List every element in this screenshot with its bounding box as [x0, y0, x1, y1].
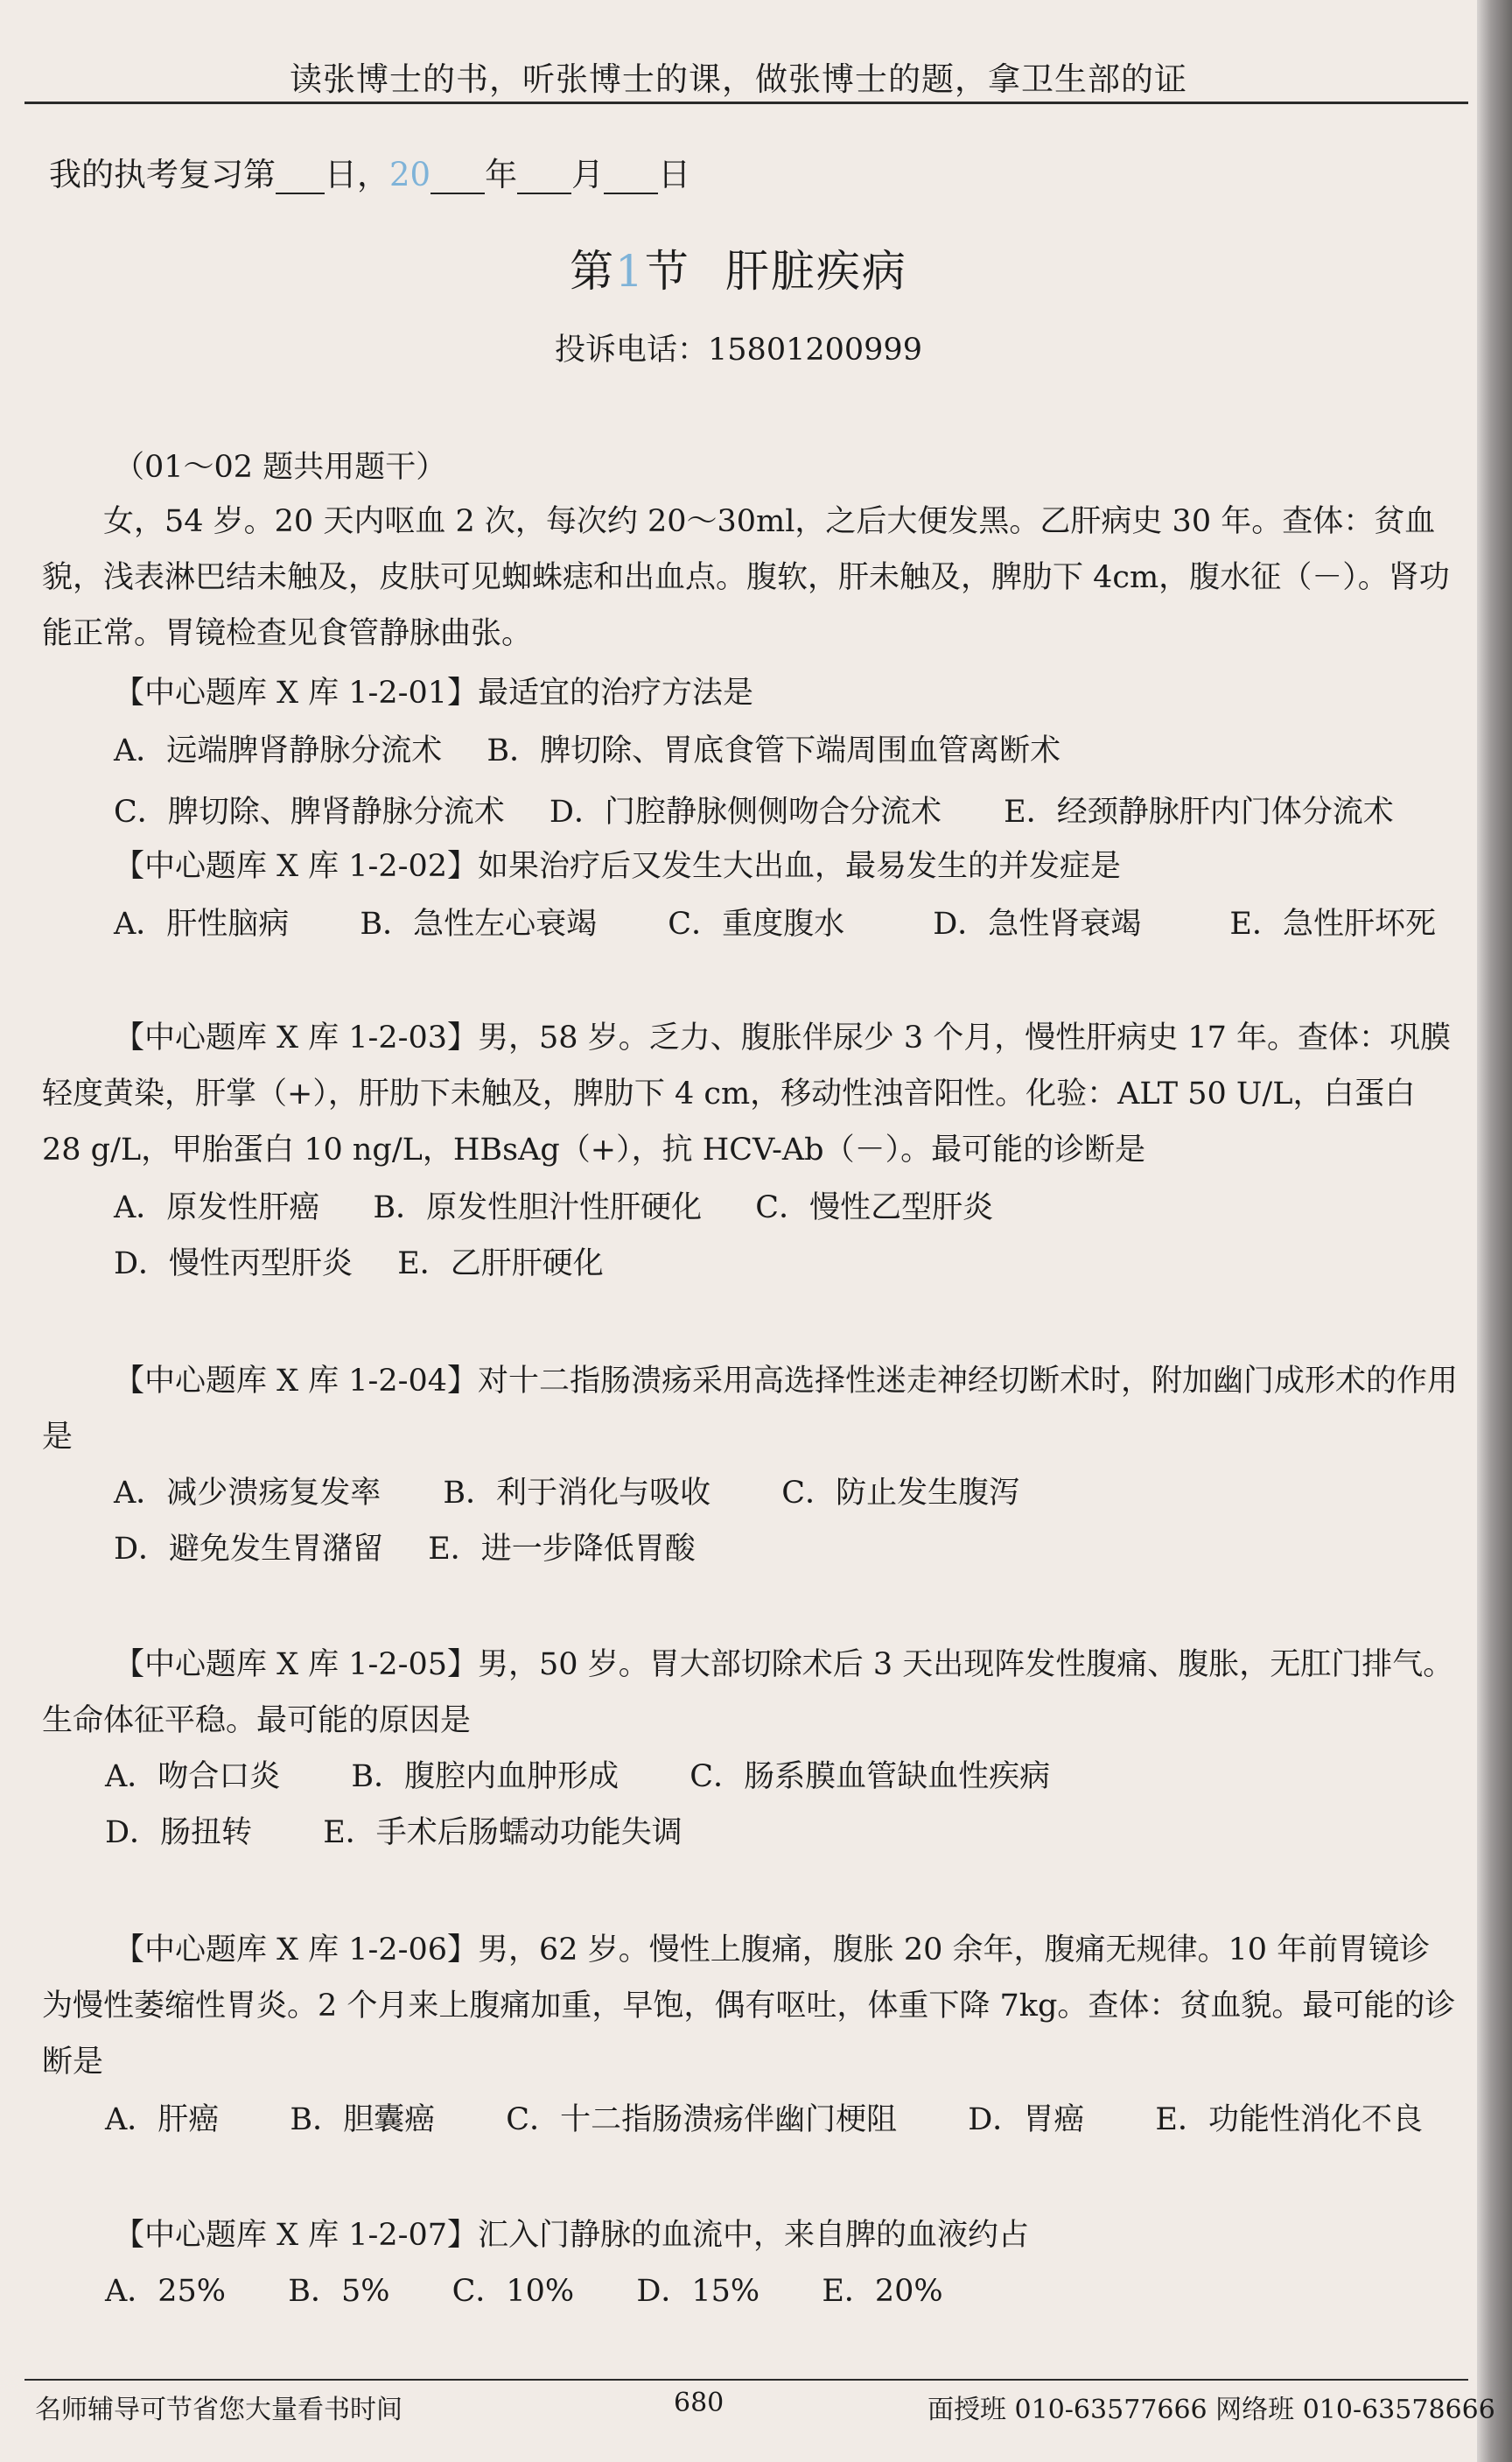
- date-label: 日: [658, 156, 691, 193]
- option-d: D．门腔静脉侧侧吻合分流术: [549, 795, 942, 830]
- footer-right: 面授班 010-63577666 网络班 010-63578666: [928, 2395, 1495, 2425]
- question-stem: 男，58 岁。乏力、腹胀伴尿少 3 个月，慢性肝病史 17 年。查体：巩膜轻度黄染，肝掌（+），肝肋下未触及，脾肋下 4 cm，移动性浊音阳性。化验：ALT 50 U/L，白蛋白 28 g/L，甲胎蛋白 10 ng/L，HBsAg（+），抗 HCV-Ab（－）。最可能的诊断是: [42, 1021, 1452, 1168]
- header-slogan: 读张博士的书，听张博士的课，做张博士的题，拿卫生部的证: [290, 60, 1187, 98]
- question-4: [42, 1353, 1460, 1465]
- day-blank: [276, 161, 325, 194]
- date-blank: [604, 161, 658, 194]
- question-4-options: [114, 1474, 1019, 1512]
- option-b: B．5%: [288, 2274, 390, 2309]
- option-e: E．乙肝肝硬化: [397, 1246, 604, 1281]
- option-c: C．慢性乙型肝炎: [755, 1190, 994, 1225]
- option-a: A．原发性肝癌: [114, 1190, 320, 1225]
- question-6-options: [105, 2101, 1423, 2139]
- option-a: A．肝性脑病: [114, 907, 290, 942]
- question-tag: 【中心题库 X 库 1-2-05】: [114, 1647, 479, 1682]
- month-blank: [517, 161, 571, 194]
- option-b: B．急性左心衰竭: [360, 907, 598, 942]
- question-3-options-2: [114, 1245, 604, 1283]
- question-tag: 【中心题库 X 库 1-2-02】: [114, 849, 479, 884]
- option-a: A．吻合口炎: [105, 1759, 281, 1794]
- footer-left: 名师辅导可节省您大量看书时间: [35, 2395, 402, 2425]
- option-b: B．利于消化与吸收: [443, 1476, 711, 1511]
- question-3: [42, 1010, 1460, 1178]
- option-d: D．慢性丙型肝炎: [114, 1246, 354, 1281]
- option-c: C．重度腹水: [668, 907, 845, 942]
- option-c: C．十二指肠溃疡伴幽门梗阻: [506, 2102, 898, 2137]
- question-tag: 【中心题库 X 库 1-2-01】: [114, 676, 479, 711]
- page-edge: [1477, 0, 1512, 2462]
- header-rule: [24, 102, 1468, 104]
- month-label: 月: [571, 156, 605, 193]
- question-7-options: [105, 2272, 943, 2311]
- question-stem: 男，50 岁。胃大部切除术后 3 天出现阵发性腹痛、腹胀，无肛门排气。生命体征平稳。最可能的原因是: [42, 1647, 1454, 1738]
- question-stem: 对十二指肠溃疡采用高选择性迷走神经切断术时，附加幽门成形术的作用是: [42, 1364, 1459, 1455]
- option-a: A．肝癌: [105, 2102, 220, 2137]
- question-1-options-2: [114, 793, 1394, 831]
- option-d: D．肠扭转: [105, 1815, 253, 1850]
- question-5-options-2: [105, 1813, 682, 1852]
- page-number: 680: [674, 2388, 724, 2418]
- option-c: C．肠系膜血管缺血性疾病: [690, 1759, 1051, 1794]
- year-blank: [430, 161, 485, 194]
- year-label: 年: [485, 156, 518, 193]
- option-e: E．进一步降低胃酸: [428, 1532, 696, 1567]
- question-3-options: [114, 1189, 993, 1227]
- question-2-options: [114, 905, 1436, 943]
- option-c: C．防止发生腹泻: [781, 1476, 1020, 1511]
- question-stem: 如果治疗后又发生大出血，最易发生的并发症是: [478, 849, 1122, 884]
- section-name: 肝脏疾病: [724, 246, 907, 297]
- option-e: E．经颈静脉肝内门体分流术: [1004, 795, 1394, 830]
- option-a: A．减少溃疡复发率: [114, 1476, 382, 1511]
- review-date-line: [49, 156, 690, 194]
- option-b: B．腹腔内血肿形成: [351, 1759, 620, 1794]
- question-5: [42, 1637, 1460, 1749]
- option-d: D．15%: [636, 2274, 760, 2309]
- shared-stem-label: （01～02 题共用题干）: [114, 450, 447, 485]
- question-4-options-2: [114, 1530, 696, 1568]
- option-a: A．远端脾肾静脉分流术: [114, 733, 443, 768]
- option-a: A．25%: [105, 2274, 227, 2309]
- section-title: 第1节 肝脏疾病: [570, 246, 907, 297]
- question-2: [114, 847, 1121, 886]
- question-6: [42, 1922, 1460, 2090]
- footer-rule: [24, 2379, 1468, 2381]
- option-d: D．急性肾衰竭: [933, 907, 1142, 942]
- option-b: B．胆囊癌: [290, 2102, 436, 2137]
- review-prefix: 我的执考复习第: [49, 156, 276, 193]
- option-e: E．功能性消化不良: [1155, 2102, 1423, 2137]
- section-number: 1: [615, 246, 645, 297]
- option-b: B．原发性胆汁性肝硬化: [373, 1190, 703, 1225]
- day-label: 日，: [325, 156, 389, 193]
- complaint-phone: 投诉电话：15801200999: [555, 333, 922, 368]
- question-tag: 【中心题库 X 库 1-2-07】: [114, 2218, 479, 2253]
- option-d: D．避免发生胃潴留: [114, 1532, 384, 1567]
- option-c: C．10%: [452, 2274, 575, 2309]
- question-stem: 最适宜的治疗方法是: [478, 676, 754, 711]
- question-stem: 汇入门静脉的血流中，来自脾的血液约占: [478, 2218, 1030, 2253]
- option-e: E．20%: [822, 2274, 943, 2309]
- question-1-options: [114, 732, 1060, 770]
- shared-stem-text: 女，54 岁。20 天内呕血 2 次，每次约 20～30ml，之后大便发黑。乙肝病史 30 年。查体：贫血貌，浅表淋巴结未触及，皮肤可见蜘蛛痣和出血点。腹软，肝未触及，脾肋下 4cm，腹水征（－）。肾功能正常。胃镜检查见食管静脉曲张。: [42, 504, 1450, 651]
- option-b: B．脾切除、胃底食管下端周围血管离断术: [486, 733, 1061, 768]
- option-c: C．脾切除、脾肾静脉分流术: [114, 795, 505, 830]
- question-1: [114, 674, 753, 712]
- option-e: E．急性肝坏死: [1229, 907, 1436, 942]
- question-stem: 男，62 岁。慢性上腹痛，腹胀 20 余年，腹痛无规律。10 年前胃镜诊为慢性萎缩性胃炎。2 个月来上腹痛加重，早饱，偶有呕吐，体重下降 7kg。查体：贫血貌。最可能的诊断是: [42, 1932, 1456, 2080]
- question-tag: 【中心题库 X 库 1-2-04】: [114, 1364, 479, 1399]
- year-prefix: 20: [389, 156, 431, 193]
- option-e: E．手术后肠蠕动功能失调: [323, 1815, 682, 1850]
- option-d: D．胃癌: [968, 2102, 1085, 2137]
- question-tag: 【中心题库 X 库 1-2-03】: [114, 1021, 479, 1056]
- question-tag: 【中心题库 X 库 1-2-06】: [114, 1932, 479, 1967]
- question-5-options: [105, 1757, 1050, 1796]
- question-7: [114, 2216, 1029, 2255]
